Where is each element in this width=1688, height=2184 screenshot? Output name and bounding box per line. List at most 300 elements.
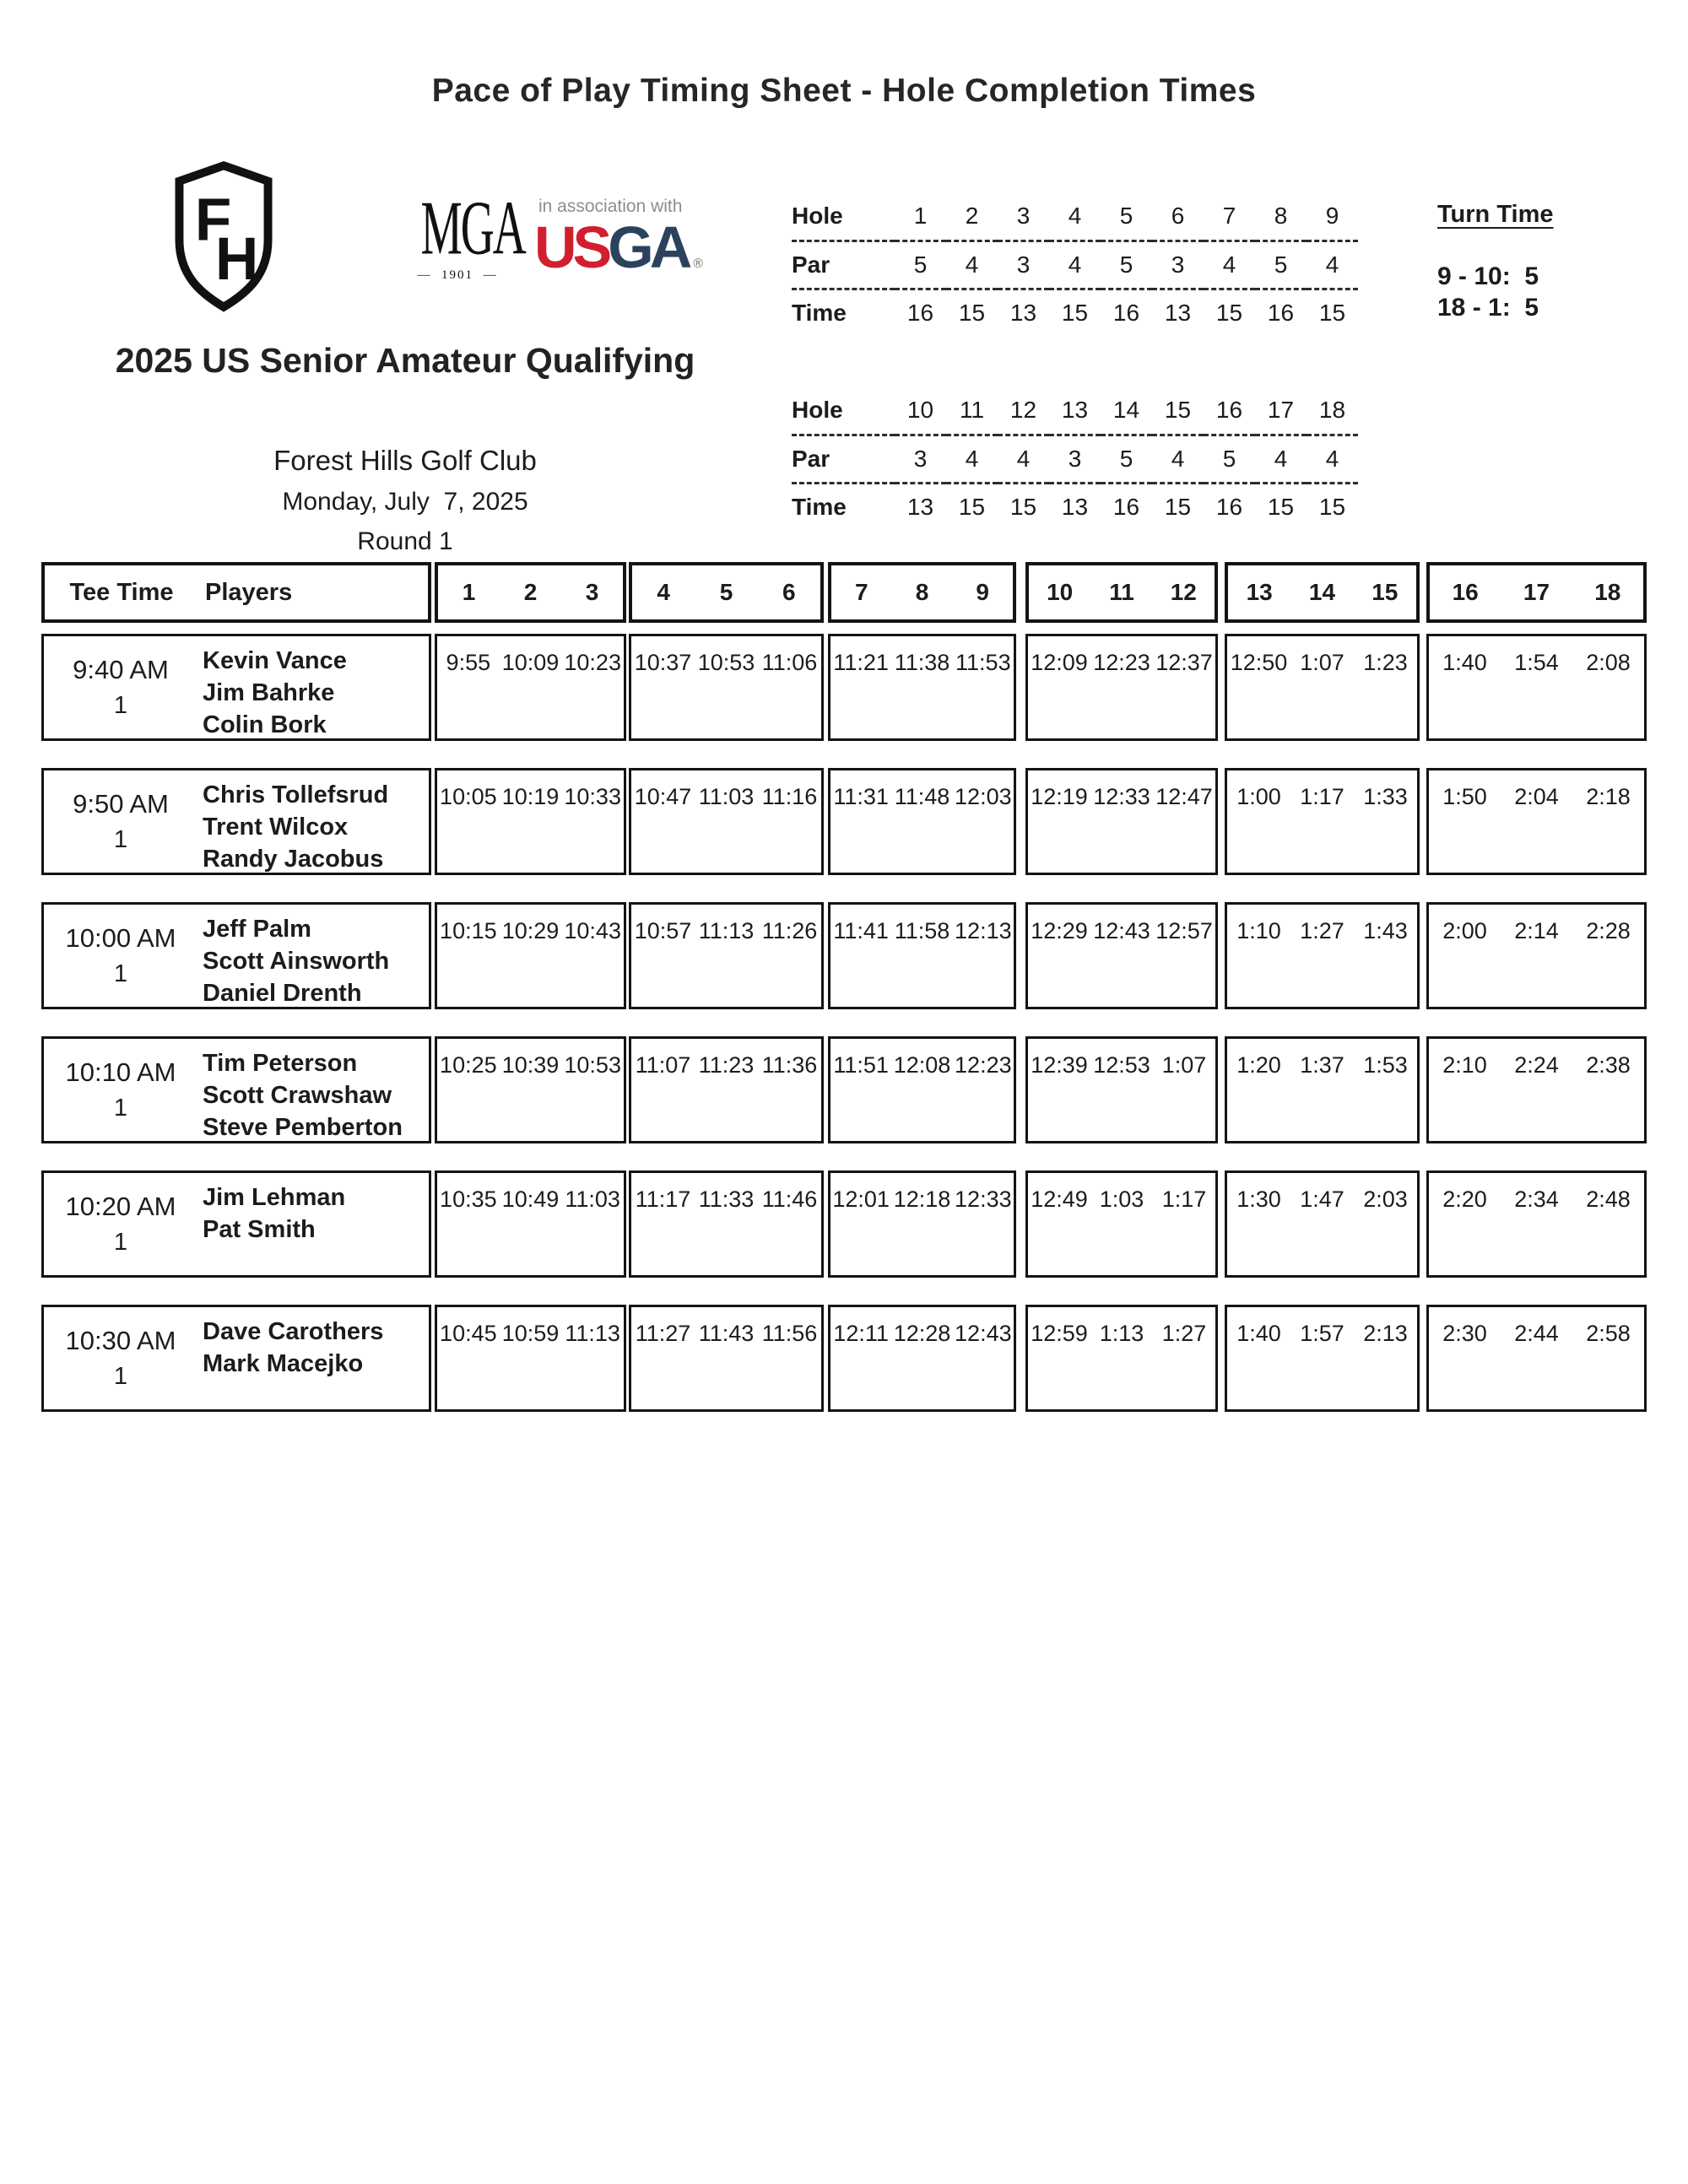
hole-times-group — [1025, 902, 1218, 1009]
hole-completion-time: 1:20 — [1236, 1052, 1281, 1078]
hole-times-group — [629, 1170, 824, 1278]
hole-completion-time: 11:16 — [761, 784, 818, 809]
player-name: Colin Bork — [203, 711, 327, 738]
tee-time: 9:50 AM — [73, 789, 169, 819]
tee-time-cell — [44, 636, 197, 738]
hole-times-group — [828, 902, 1016, 1009]
hole-number: 11 — [1109, 579, 1134, 605]
course-hole-value: 11 — [946, 387, 998, 435]
hole-completion-time: 12:47 — [1155, 784, 1213, 809]
hole-completion-time: 11:27 — [635, 1321, 691, 1346]
hole-completion-time: 12:33 — [1093, 784, 1150, 809]
hole-number: 2 — [523, 579, 538, 605]
players-list — [197, 770, 429, 873]
hole-completion-time: 1:10 — [1236, 918, 1281, 943]
hole-completion-time: 11:06 — [761, 650, 818, 675]
player-name: Dave Carothers — [203, 1318, 384, 1345]
hole-completion-time: 10:43 — [564, 918, 621, 943]
players-list — [197, 905, 429, 1007]
hole-completion-time: 12:33 — [955, 1187, 1012, 1212]
course-row-label: Par — [792, 435, 895, 483]
hole-completion-time: 10:25 — [440, 1052, 497, 1078]
hole-completion-time: 2:38 — [1586, 1052, 1631, 1078]
hole-completion-time: 1:23 — [1363, 650, 1408, 675]
hole-times-group — [629, 768, 824, 875]
hole-completion-time: 11:31 — [833, 784, 889, 809]
hole-completion-time: 12:59 — [1031, 1321, 1088, 1346]
hole-times-group — [629, 634, 824, 741]
course-hole-row — [792, 387, 1358, 435]
shield-icon — [164, 160, 284, 312]
hole-times-group — [1225, 902, 1420, 1009]
hole-completion-time: 1:37 — [1300, 1052, 1344, 1078]
course-time-value: 16 — [1267, 300, 1295, 327]
event-block — [34, 341, 776, 556]
hole-completion-time: 11:46 — [761, 1187, 818, 1212]
hole-completion-time: 12:50 — [1230, 650, 1288, 675]
hole-completion-time: 10:33 — [564, 784, 621, 809]
course-hole-value: 18 — [1307, 387, 1358, 435]
hole-completion-time: 11:43 — [698, 1321, 755, 1346]
hole-completion-time: 1:17 — [1300, 784, 1344, 809]
course-par-value: 5 — [895, 241, 946, 289]
hole-number: 14 — [1308, 579, 1336, 605]
hole-completion-time: 1:53 — [1363, 1052, 1408, 1078]
hole-completion-time: 11:23 — [698, 1052, 755, 1078]
course-time-value: 15 — [1215, 300, 1243, 327]
player-name: Scott Ainsworth — [203, 948, 390, 975]
turn-time-entry: 18 - 1: 5 — [1437, 294, 1539, 322]
turn-time-heading: Turn Time — [1437, 201, 1554, 228]
group-players-cell — [41, 1036, 431, 1143]
turn-time-entry: 9 - 10: 5 — [1437, 262, 1539, 290]
hole-times-group — [1025, 768, 1218, 875]
hole-completion-time: 1:17 — [1161, 1187, 1207, 1212]
hole-completion-time: 11:56 — [761, 1321, 818, 1346]
hole-completion-time: 1:33 — [1363, 784, 1408, 809]
header-hole-group — [828, 562, 1016, 623]
hole-completion-time: 1:27 — [1300, 918, 1344, 943]
course-time-value: 15 — [1061, 300, 1089, 327]
course-hole-value: 16 — [1204, 387, 1255, 435]
course-time-value: 15 — [1009, 494, 1037, 521]
hole-times-group — [1426, 1170, 1647, 1278]
hole-completion-time: 12:53 — [1093, 1052, 1150, 1078]
tee-time-cell — [44, 770, 197, 873]
player-name: Chris Tollefsrud — [203, 781, 389, 808]
course-info-front-nine — [792, 192, 1358, 337]
hole-completion-time: 12:23 — [955, 1052, 1012, 1078]
hole-completion-time: 2:14 — [1514, 918, 1559, 943]
tee-time: 10:20 AM — [65, 1192, 176, 1221]
hole-completion-time: 10:49 — [501, 1187, 560, 1212]
course-par-value: 4 — [1049, 241, 1101, 289]
player-name: Randy Jacobus — [203, 846, 384, 873]
turn-time-panel — [1437, 201, 1554, 323]
hole-completion-time: 10:09 — [501, 650, 560, 675]
course-par-value: 4 — [1204, 241, 1255, 289]
hole-times-group — [1426, 1305, 1647, 1412]
hole-completion-time: 1:50 — [1442, 784, 1487, 809]
mga-year-line: — 1901 — — [417, 268, 498, 282]
hole-completion-time: 1:27 — [1161, 1321, 1207, 1346]
hole-completion-time: 1:07 — [1161, 1052, 1207, 1078]
hole-times-group — [1426, 1036, 1647, 1143]
hole-completion-time: 2:04 — [1514, 784, 1559, 809]
starting-hole: 1 — [113, 692, 128, 719]
hole-times-group — [629, 1036, 824, 1143]
hole-times-group — [1225, 768, 1420, 875]
header-hole-group — [1025, 562, 1218, 623]
hole-number: 9 — [976, 579, 989, 605]
hole-completion-time: 10:53 — [564, 1052, 621, 1078]
course-time-value: 13 — [1009, 300, 1037, 327]
course-row-label: Hole — [792, 387, 895, 435]
tee-time-cell — [44, 905, 197, 1007]
course-par-value: 4 — [1307, 241, 1358, 289]
schedule-row — [41, 768, 1647, 875]
course-par-value: 3 — [1049, 435, 1101, 483]
hole-times-group — [1025, 634, 1218, 741]
hole-times-group — [435, 1036, 626, 1143]
course-hole-value: 15 — [1152, 387, 1204, 435]
hole-completion-time: 11:03 — [698, 784, 755, 809]
usga-ga: GA — [608, 214, 689, 280]
hole-times-group — [435, 1170, 626, 1278]
hole-completion-time: 2:20 — [1442, 1187, 1487, 1212]
hole-completion-time: 9:55 — [446, 650, 491, 675]
hole-completion-time: 1:47 — [1300, 1187, 1344, 1212]
hole-times-group — [828, 1305, 1016, 1412]
course-time-value: 15 — [1318, 300, 1346, 327]
hole-completion-time: 2:13 — [1363, 1321, 1408, 1346]
hole-completion-time: 11:21 — [833, 650, 889, 675]
course-row-label: Time — [792, 300, 847, 327]
hole-completion-time: 10:59 — [501, 1321, 560, 1346]
hole-completion-time: 12:03 — [955, 784, 1012, 809]
course-time-value: 16 — [1215, 494, 1243, 521]
course-time-value: 15 — [1267, 494, 1295, 521]
fh-monogram-h: H — [215, 226, 259, 294]
hole-completion-time: 1:03 — [1099, 1187, 1144, 1212]
event-date: Monday, July 7, 2025 — [282, 488, 528, 516]
course-hole-value: 17 — [1255, 387, 1307, 435]
hole-completion-time: 2:03 — [1363, 1187, 1408, 1212]
hole-times-group — [828, 1170, 1016, 1278]
hole-completion-time: 2:44 — [1514, 1321, 1559, 1346]
tee-time-cell — [44, 1307, 197, 1409]
hole-completion-time: 10:15 — [440, 918, 497, 943]
course-row-label: Par — [792, 241, 895, 289]
hole-completion-time: 12:19 — [1031, 784, 1088, 809]
header-hole-group — [1426, 562, 1647, 623]
course-par-value: 4 — [998, 435, 1049, 483]
course-par-row — [792, 241, 1358, 289]
hole-completion-time: 2:48 — [1586, 1187, 1631, 1212]
hole-completion-time: 1:30 — [1236, 1187, 1281, 1212]
hole-times-group — [828, 768, 1016, 875]
hole-times-group — [1426, 634, 1647, 741]
hole-completion-time: 2:10 — [1442, 1052, 1487, 1078]
hole-completion-time: 12:01 — [832, 1187, 890, 1212]
hole-times-group — [1025, 1170, 1218, 1278]
player-name: Tim Peterson — [203, 1050, 358, 1077]
hole-times-group — [1025, 1305, 1218, 1412]
hole-number: 12 — [1170, 579, 1197, 605]
course-par-value: 4 — [1307, 435, 1358, 483]
course-hole-value: 6 — [1152, 192, 1204, 241]
hole-completion-time: 10:45 — [440, 1321, 497, 1346]
header-hole-group — [435, 562, 626, 623]
player-name: Jeff Palm — [203, 916, 311, 943]
course-row-label: Hole — [792, 192, 895, 241]
course-par-value: 3 — [1152, 241, 1204, 289]
hole-completion-time: 12:43 — [955, 1321, 1012, 1346]
course-info-back-nine — [792, 387, 1358, 531]
course-time-value: 13 — [1061, 494, 1089, 521]
hole-number: 10 — [1047, 579, 1074, 605]
club-name: Forest Hills Golf Club — [273, 445, 537, 476]
hole-completion-time: 12:39 — [1031, 1052, 1088, 1078]
hole-times-group — [1225, 1170, 1420, 1278]
hole-times-group — [1225, 1305, 1420, 1412]
players-column-header: Players — [205, 578, 293, 606]
hole-completion-time: 12:13 — [955, 918, 1012, 943]
hole-number: 8 — [915, 579, 929, 605]
hole-completion-time: 1:13 — [1099, 1321, 1144, 1346]
tee-time: 10:00 AM — [65, 923, 176, 953]
group-players-cell — [41, 1305, 431, 1412]
schedule-row — [41, 902, 1647, 1009]
hole-completion-time: 1:40 — [1442, 650, 1487, 675]
course-hole-value: 3 — [998, 192, 1049, 241]
starting-hole: 1 — [113, 1095, 128, 1122]
hole-completion-time: 11:36 — [761, 1052, 818, 1078]
course-time-value: 15 — [958, 300, 986, 327]
course-time-value: 15 — [1318, 494, 1346, 521]
hole-completion-time: 2:58 — [1586, 1321, 1631, 1346]
hole-times-group — [629, 1305, 824, 1412]
course-par-value: 5 — [1255, 241, 1307, 289]
schedule-row — [41, 634, 1647, 741]
course-par-value: 5 — [1204, 435, 1255, 483]
hole-completion-time: 12:08 — [893, 1052, 951, 1078]
schedule-table — [41, 562, 1647, 1439]
hole-times-group — [435, 902, 626, 1009]
course-time-value: 13 — [1164, 300, 1192, 327]
course-hole-value: 10 — [895, 387, 946, 435]
hole-completion-time: 11:38 — [894, 650, 950, 675]
hole-completion-time: 11:03 — [565, 1187, 620, 1212]
tee-time: 10:30 AM — [65, 1326, 176, 1355]
mga-logo-text: MGA — [420, 186, 525, 272]
hole-completion-time: 1:00 — [1236, 784, 1281, 809]
hole-completion-time: 11:48 — [894, 784, 950, 809]
player-name: Scott Crawshaw — [203, 1082, 392, 1109]
registered-mark: ® — [693, 257, 704, 271]
schedule-header-row — [41, 562, 1647, 623]
group-players-cell — [41, 902, 431, 1009]
hole-completion-time: 2:08 — [1586, 650, 1631, 675]
player-name: Jim Bahrke — [203, 679, 335, 706]
course-hole-value: 14 — [1101, 387, 1152, 435]
starting-hole: 1 — [113, 826, 128, 853]
course-row-label: Time — [792, 494, 847, 521]
course-time-row — [792, 483, 1358, 531]
tee-time: 10:10 AM — [65, 1057, 176, 1087]
hole-times-group — [1426, 768, 1647, 875]
course-hole-value: 1 — [895, 192, 946, 241]
course-time-value: 15 — [958, 494, 986, 521]
hole-completion-time: 12:28 — [893, 1321, 951, 1346]
course-hole-value: 2 — [946, 192, 998, 241]
course-time-row — [792, 289, 1358, 337]
hole-completion-time: 10:35 — [440, 1187, 497, 1212]
course-par-value: 5 — [1101, 435, 1152, 483]
course-par-value: 4 — [1152, 435, 1204, 483]
starting-hole: 1 — [113, 1229, 128, 1256]
hole-number: 18 — [1594, 579, 1621, 605]
schedule-row — [41, 1305, 1647, 1412]
hole-completion-time: 12:29 — [1031, 918, 1088, 943]
hole-times-group — [435, 768, 626, 875]
course-hole-value: 9 — [1307, 192, 1358, 241]
course-hole-row — [792, 192, 1358, 241]
course-time-value: 15 — [1164, 494, 1192, 521]
hole-completion-time: 11:41 — [833, 918, 889, 943]
hole-completion-time: 1:54 — [1514, 650, 1559, 675]
course-par-value: 4 — [1255, 435, 1307, 483]
hole-completion-time: 12:43 — [1093, 918, 1150, 943]
course-hole-value: 8 — [1255, 192, 1307, 241]
hole-completion-time: 2:00 — [1442, 918, 1487, 943]
course-time-value: 16 — [1112, 300, 1140, 327]
players-list — [197, 1307, 429, 1409]
hole-completion-time: 2:30 — [1442, 1321, 1487, 1346]
hole-completion-time: 10:05 — [440, 784, 497, 809]
player-name: Mark Macejko — [203, 1350, 364, 1377]
course-time-value: 13 — [906, 494, 934, 521]
hole-completion-time: 12:23 — [1093, 650, 1150, 675]
event-round: Round 1 — [357, 527, 453, 555]
hole-completion-time: 11:58 — [894, 918, 950, 943]
course-par-value: 3 — [998, 241, 1049, 289]
hole-times-group — [1225, 1036, 1420, 1143]
hole-completion-time: 11:51 — [833, 1052, 889, 1078]
player-name: Pat Smith — [203, 1216, 316, 1243]
hole-number: 1 — [462, 579, 476, 605]
hole-completion-time: 11:07 — [635, 1052, 691, 1078]
hole-completion-time: 10:29 — [501, 918, 560, 943]
course-time-value: 16 — [906, 300, 934, 327]
hole-number: 4 — [657, 579, 670, 605]
hole-number: 15 — [1372, 579, 1399, 605]
schedule-row — [41, 1036, 1647, 1143]
course-hole-value: 4 — [1049, 192, 1101, 241]
hole-times-group — [435, 1305, 626, 1412]
hole-completion-time: 12:11 — [833, 1321, 889, 1346]
course-par-value: 4 — [946, 435, 998, 483]
hole-number: 17 — [1523, 579, 1550, 605]
hole-completion-time: 12:37 — [1155, 650, 1213, 675]
hole-times-group — [1025, 1036, 1218, 1143]
player-name: Kevin Vance — [203, 647, 347, 674]
turn-time-lines — [1437, 261, 1554, 323]
hole-completion-time: 10:39 — [501, 1052, 560, 1078]
mga-logo — [402, 186, 525, 283]
association-text: in association with — [538, 197, 683, 216]
group-players-cell — [41, 634, 431, 741]
tee-time: 9:40 AM — [73, 655, 169, 684]
hole-completion-time: 11:13 — [698, 918, 755, 943]
hole-times-group — [435, 634, 626, 741]
hole-times-group — [828, 634, 1016, 741]
players-list — [197, 1039, 429, 1141]
group-players-cell — [41, 1170, 431, 1278]
course-par-value: 3 — [895, 435, 946, 483]
fh-monogram-f: F — [194, 187, 232, 254]
starting-hole: 1 — [113, 1363, 128, 1390]
header-hole-group — [629, 562, 824, 623]
course-par-row — [792, 435, 1358, 483]
player-name: Jim Lehman — [203, 1184, 346, 1211]
hole-completion-time: 11:33 — [698, 1187, 755, 1212]
course-par-value: 4 — [946, 241, 998, 289]
hole-completion-time: 12:09 — [1031, 650, 1088, 675]
hole-completion-time: 1:43 — [1363, 918, 1408, 943]
header-hole-group — [1225, 562, 1420, 623]
hole-completion-time: 2:24 — [1514, 1052, 1559, 1078]
hole-completion-time: 12:57 — [1155, 918, 1213, 943]
hole-number: 13 — [1246, 579, 1273, 605]
hole-completion-time: 10:57 — [634, 918, 692, 943]
hole-completion-time: 11:17 — [635, 1187, 691, 1212]
usga-logo — [534, 214, 704, 294]
hole-number: 16 — [1452, 579, 1479, 605]
hole-number: 5 — [719, 579, 733, 605]
schedule-header-left — [41, 562, 431, 623]
course-hole-value: 13 — [1049, 387, 1101, 435]
hole-number: 6 — [782, 579, 796, 605]
players-list — [197, 1173, 429, 1275]
course-hole-value: 12 — [998, 387, 1049, 435]
course-time-value: 16 — [1112, 494, 1140, 521]
hole-completion-time: 12:49 — [1031, 1187, 1088, 1212]
player-name: Steve Pemberton — [203, 1114, 403, 1141]
hole-completion-time: 11:13 — [565, 1321, 620, 1346]
course-par-value: 5 — [1101, 241, 1152, 289]
group-players-cell — [41, 768, 431, 875]
hole-completion-time: 10:37 — [634, 650, 692, 675]
hole-completion-time: 10:23 — [564, 650, 621, 675]
player-name: Trent Wilcox — [203, 814, 349, 841]
hole-number: 3 — [585, 579, 599, 605]
player-name: Daniel Drenth — [203, 980, 362, 1007]
hole-completion-time: 1:40 — [1236, 1321, 1281, 1346]
hole-completion-time: 11:26 — [761, 918, 818, 943]
hole-completion-time: 12:18 — [893, 1187, 951, 1212]
tee-time-cell — [44, 1039, 197, 1141]
hole-completion-time: 10:19 — [501, 784, 560, 809]
hole-times-group — [1426, 902, 1647, 1009]
schedule-row — [41, 1170, 1647, 1278]
hole-completion-time: 10:47 — [634, 784, 692, 809]
hole-completion-time: 10:53 — [697, 650, 755, 675]
hole-completion-time: 2:18 — [1586, 784, 1631, 809]
hole-times-group — [629, 902, 824, 1009]
hole-completion-time: 1:57 — [1300, 1321, 1344, 1346]
hole-completion-time: 11:53 — [955, 650, 1011, 675]
